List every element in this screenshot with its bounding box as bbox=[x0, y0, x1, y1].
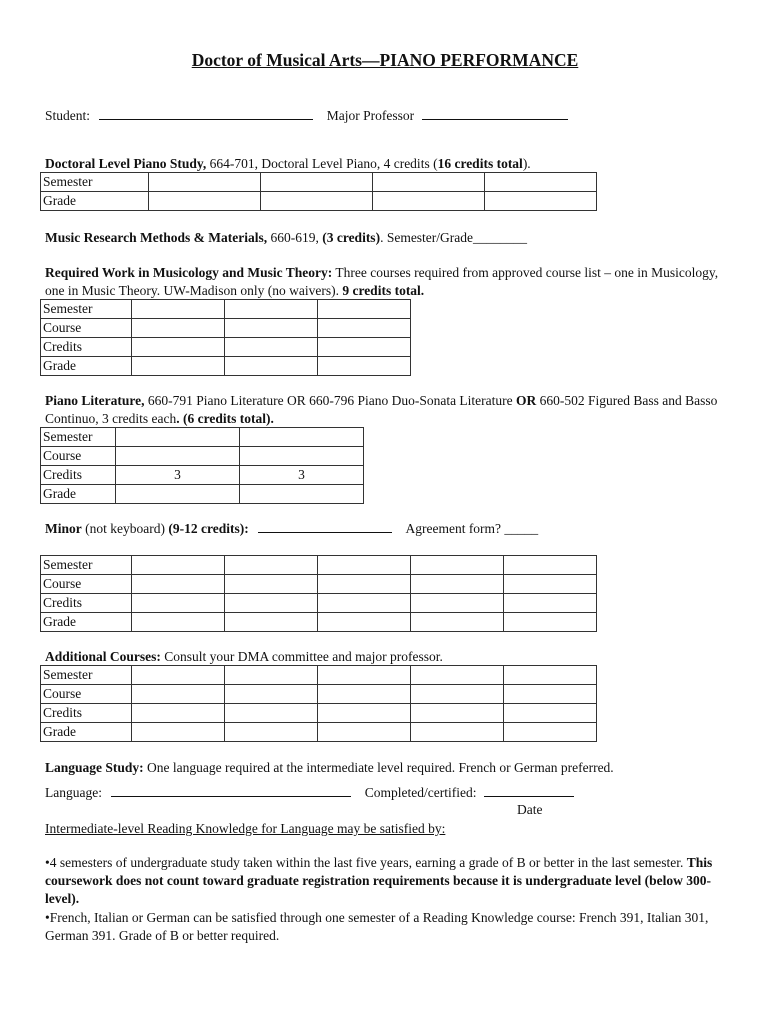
entry-cell[interactable] bbox=[318, 319, 411, 338]
table-row bbox=[41, 556, 597, 575]
table-row bbox=[41, 466, 364, 485]
completed-date-field[interactable] bbox=[484, 784, 574, 797]
entry-cell[interactable] bbox=[240, 428, 364, 447]
row-label: Credits bbox=[41, 704, 132, 723]
entry-cell[interactable] bbox=[373, 192, 485, 211]
entry-cell[interactable] bbox=[225, 723, 318, 742]
row-label: Credits bbox=[41, 338, 132, 357]
entry-cell[interactable] bbox=[504, 723, 597, 742]
entry-cell[interactable] bbox=[225, 594, 318, 613]
completed-label: Completed/certified: bbox=[364, 785, 477, 800]
doctoral-study-table bbox=[40, 172, 597, 211]
entry-cell[interactable] bbox=[411, 704, 504, 723]
entry-cell[interactable] bbox=[132, 575, 225, 594]
entry-cell[interactable] bbox=[225, 556, 318, 575]
minor-table bbox=[40, 555, 597, 632]
entry-cell[interactable] bbox=[411, 613, 504, 632]
row-label: Course bbox=[41, 575, 132, 594]
row-label: Semester bbox=[41, 173, 149, 192]
entry-cell[interactable] bbox=[225, 685, 318, 704]
row-label: Semester bbox=[41, 666, 132, 685]
minor-field[interactable] bbox=[258, 520, 392, 533]
entry-cell[interactable] bbox=[132, 338, 225, 357]
row-label: Grade bbox=[41, 723, 132, 742]
entry-cell[interactable] bbox=[261, 173, 373, 192]
entry-cell[interactable] bbox=[504, 556, 597, 575]
row-label: Course bbox=[41, 319, 132, 338]
entry-cell[interactable] bbox=[411, 594, 504, 613]
table-row bbox=[41, 613, 597, 632]
piano-literature-table bbox=[40, 427, 364, 504]
page-title: Doctor of Musical Arts—PIANO PERFORMANCE bbox=[191, 50, 579, 70]
musicology-heading: Required Work in Musicology and Music Theory: Three courses required from approved course list – one in Musicology, one in Music Theory. UW-Madison only (no waivers). 9 credits total. bbox=[45, 265, 719, 298]
entry-cell[interactable] bbox=[132, 723, 225, 742]
language-field[interactable] bbox=[111, 784, 351, 797]
entry-cell[interactable] bbox=[225, 704, 318, 723]
entry-cell[interactable] bbox=[225, 575, 318, 594]
table-row bbox=[41, 319, 411, 338]
row-label: Grade bbox=[41, 192, 149, 211]
entry-cell[interactable] bbox=[318, 556, 411, 575]
entry-cell[interactable] bbox=[485, 192, 597, 211]
table-row bbox=[41, 666, 597, 685]
entry-cell[interactable] bbox=[132, 613, 225, 632]
additional-courses-table bbox=[40, 665, 597, 742]
entry-cell[interactable] bbox=[240, 447, 364, 466]
row-label: Credits bbox=[41, 594, 132, 613]
entry-cell[interactable] bbox=[225, 319, 318, 338]
entry-cell[interactable] bbox=[132, 685, 225, 704]
entry-cell[interactable] bbox=[318, 594, 411, 613]
entry-cell[interactable] bbox=[485, 173, 597, 192]
entry-cell[interactable] bbox=[132, 594, 225, 613]
reading-knowledge-heading: Intermediate-level Reading Knowledge for Language may be satisfied by: bbox=[45, 821, 446, 836]
table-row bbox=[41, 575, 597, 594]
entry-cell[interactable] bbox=[373, 173, 485, 192]
table-row bbox=[41, 685, 597, 704]
date-caption: Date bbox=[517, 802, 543, 817]
row-label: Semester bbox=[41, 556, 132, 575]
entry-cell[interactable] bbox=[411, 575, 504, 594]
student-label: Student: bbox=[45, 108, 91, 123]
entry-cell[interactable] bbox=[261, 192, 373, 211]
credit-value-cell[interactable]: 3 bbox=[116, 466, 240, 485]
entry-cell[interactable] bbox=[116, 428, 240, 447]
entry-cell[interactable] bbox=[411, 723, 504, 742]
entry-cell[interactable] bbox=[318, 723, 411, 742]
entry-cell[interactable] bbox=[225, 300, 318, 319]
student-line bbox=[45, 107, 568, 125]
major-professor-field[interactable] bbox=[422, 107, 568, 120]
bullet-undergraduate-study: •4 semesters of undergraduate study taken within the last five years, earning a grade of B or better in the last semester. This coursework does not count toward graduate registration requirements because it is undergraduate level (below 300-level). bbox=[45, 855, 713, 906]
minor-line: Minor (not keyboard) (9-12 credits): Agreement form? _____ bbox=[45, 521, 539, 536]
piano-literature-heading: Piano Literature, 660-791 Piano Literature OR 660-796 Piano Duo-Sonata Literature OR 660-502 Figured Bass and Basso Continuo, 3 credits each. (6 credits total). bbox=[45, 393, 718, 426]
table-row bbox=[41, 338, 411, 357]
entry-cell[interactable] bbox=[504, 575, 597, 594]
agreement-form-label: Agreement form? _____ bbox=[405, 521, 539, 536]
row-label: Grade bbox=[41, 613, 132, 632]
research-methods-line: Music Research Methods & Materials, 660-619, (3 credits). Semester/Grade________ bbox=[45, 230, 528, 245]
musicology-table bbox=[40, 299, 411, 376]
language-label: Language: bbox=[45, 785, 102, 800]
entry-cell[interactable] bbox=[318, 575, 411, 594]
entry-cell[interactable] bbox=[318, 338, 411, 357]
entry-cell[interactable] bbox=[318, 357, 411, 376]
row-label: Credits bbox=[41, 466, 116, 485]
table-row bbox=[41, 447, 364, 466]
entry-cell[interactable] bbox=[240, 485, 364, 504]
entry-cell[interactable] bbox=[411, 685, 504, 704]
row-label: Grade bbox=[41, 485, 116, 504]
table-row bbox=[41, 594, 597, 613]
entry-cell[interactable] bbox=[318, 666, 411, 685]
entry-cell[interactable] bbox=[116, 485, 240, 504]
entry-cell[interactable] bbox=[225, 357, 318, 376]
entry-cell[interactable] bbox=[225, 613, 318, 632]
entry-cell[interactable] bbox=[318, 300, 411, 319]
table-row bbox=[41, 357, 411, 376]
entry-cell[interactable] bbox=[411, 666, 504, 685]
entry-cell[interactable] bbox=[116, 447, 240, 466]
table-row bbox=[41, 300, 411, 319]
entry-cell[interactable] bbox=[132, 556, 225, 575]
entry-cell[interactable] bbox=[132, 300, 225, 319]
entry-cell[interactable] bbox=[504, 685, 597, 704]
table-row bbox=[41, 192, 597, 211]
bullet-reading-course: •French, Italian or German can be satisfied through one semester of a Reading Knowledge course: French 391, Italian 301, German 391. Grade of B or better required. bbox=[45, 910, 709, 943]
entry-cell[interactable] bbox=[318, 704, 411, 723]
entry-cell[interactable] bbox=[504, 613, 597, 632]
language-line bbox=[45, 784, 574, 802]
entry-cell[interactable] bbox=[225, 666, 318, 685]
entry-cell[interactable] bbox=[504, 594, 597, 613]
entry-cell[interactable] bbox=[149, 173, 261, 192]
major-professor-label: Major Professor bbox=[326, 108, 415, 123]
credit-value-cell[interactable]: 3 bbox=[240, 466, 364, 485]
entry-cell[interactable] bbox=[149, 192, 261, 211]
row-label: Grade bbox=[41, 357, 132, 376]
student-name-field[interactable] bbox=[99, 107, 313, 120]
entry-cell[interactable] bbox=[318, 613, 411, 632]
table-row bbox=[41, 173, 597, 192]
entry-cell[interactable] bbox=[225, 338, 318, 357]
entry-cell[interactable] bbox=[318, 685, 411, 704]
row-label: Semester bbox=[41, 300, 132, 319]
table-row bbox=[41, 485, 364, 504]
row-label: Course bbox=[41, 447, 116, 466]
doctoral-study-heading: Doctoral Level Piano Study, 664-701, Doctoral Level Piano, 4 credits (16 credits total). bbox=[45, 156, 531, 171]
table-row bbox=[41, 704, 597, 723]
row-label: Semester bbox=[41, 428, 116, 447]
table-row bbox=[41, 428, 364, 447]
entry-cell[interactable] bbox=[132, 704, 225, 723]
language-study-heading: Language Study: One language required at the intermediate level required. French or German preferred. bbox=[45, 760, 614, 775]
row-label: Course bbox=[41, 685, 132, 704]
entry-cell[interactable] bbox=[132, 319, 225, 338]
entry-cell[interactable] bbox=[504, 666, 597, 685]
entry-cell[interactable] bbox=[132, 666, 225, 685]
entry-cell[interactable] bbox=[132, 357, 225, 376]
entry-cell[interactable] bbox=[411, 556, 504, 575]
entry-cell[interactable] bbox=[504, 704, 597, 723]
table-row bbox=[41, 723, 597, 742]
additional-courses-heading: Additional Courses: Consult your DMA committee and major professor. bbox=[45, 649, 443, 664]
